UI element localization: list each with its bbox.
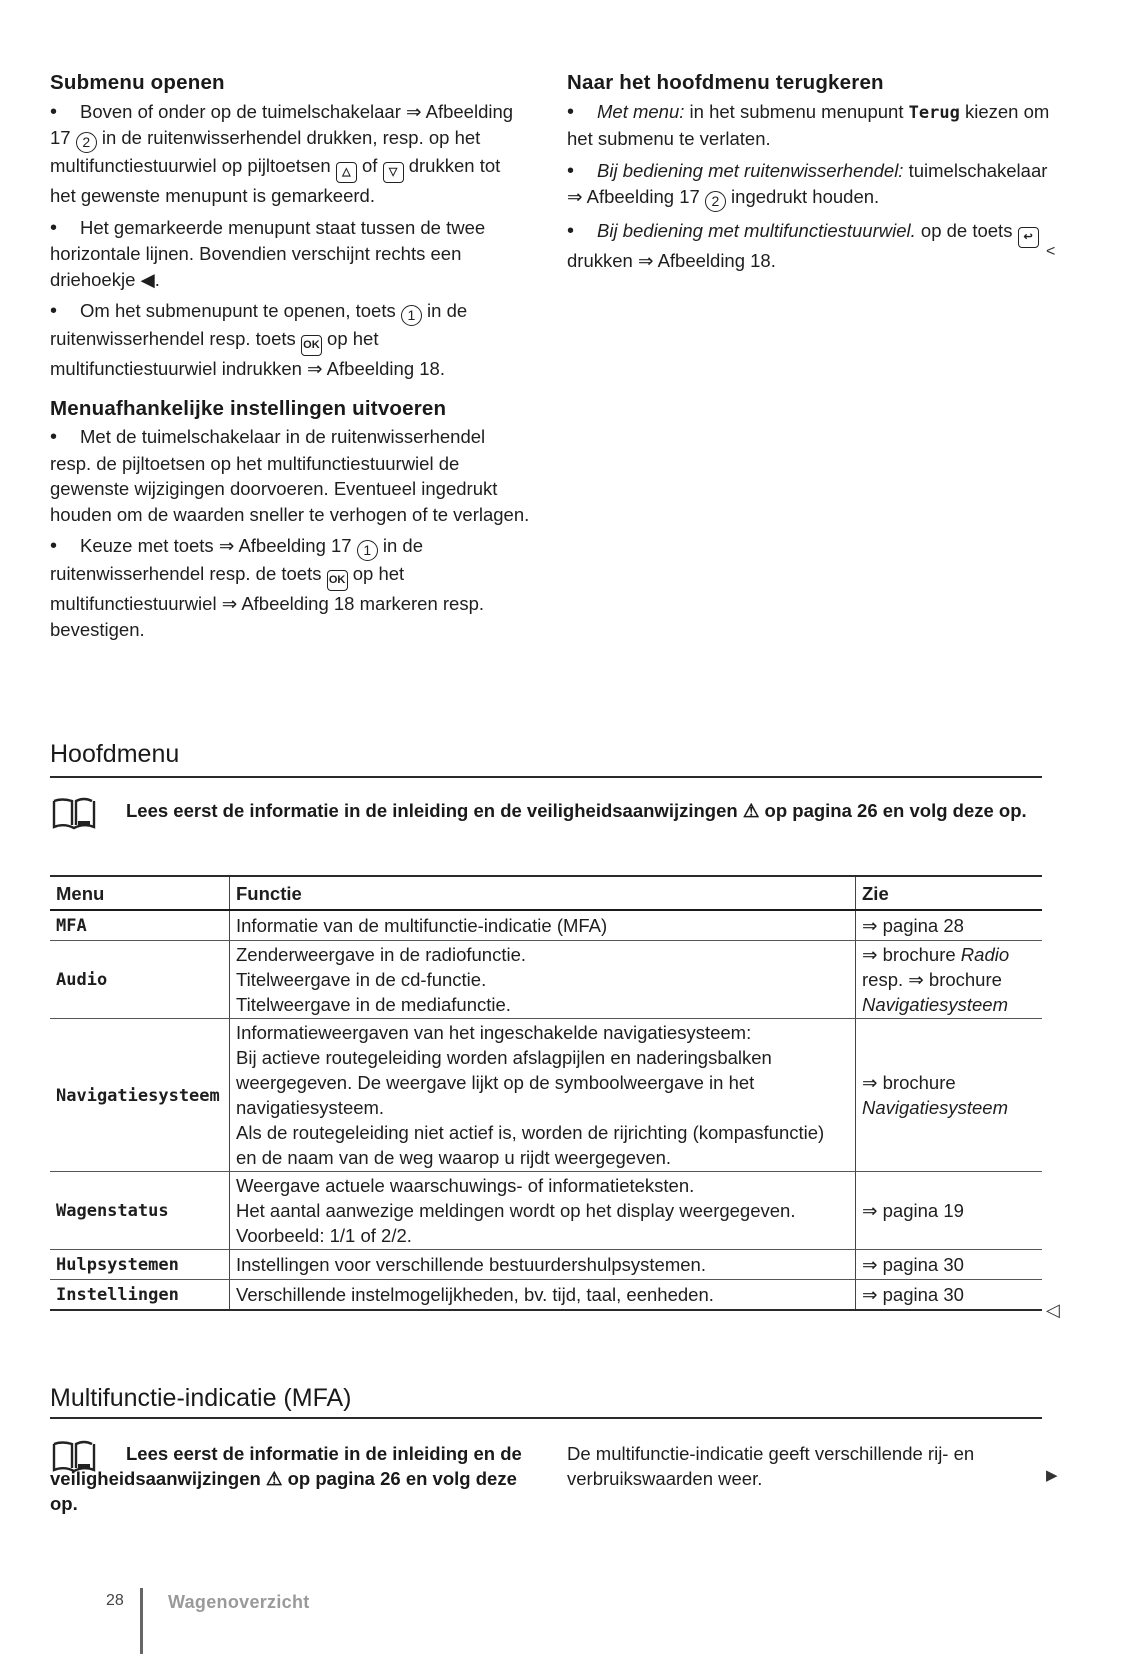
italic-text: Navigatiesysteem [862, 994, 1009, 1015]
function-description: Informatie van de multifunctie-indicatie (MFA) [236, 915, 608, 936]
function-description: Titelweergave in de cd-functie. [236, 969, 487, 990]
function-description: Titelweergave in de mediafunctie. [236, 994, 511, 1015]
subsection-heading: Menuafhankelijke instellingen uitvoeren [50, 396, 447, 420]
function-description: Verschillende instelmogelijkheden, bv. tijd, taal, eenheden. [236, 1284, 714, 1305]
bullet-item [50, 99, 530, 209]
bullet-item [50, 298, 530, 382]
footer-divider [140, 1588, 143, 1654]
section-title-hoofdmenu: Hoofdmenu [50, 740, 180, 768]
circled-number-2-icon: 2 [705, 191, 726, 212]
italic-text: Navigatiesysteem [862, 1097, 1009, 1118]
text-run: op het multifunctiestuurwiel indrukken ⇒ Afbeelding 18. [50, 328, 445, 379]
page-reference [856, 1250, 1043, 1280]
ok-key-icon: OK [327, 570, 348, 591]
bullet-item [567, 218, 1052, 274]
bullet-item [567, 158, 1052, 213]
column-header-menu: Menu [50, 876, 230, 910]
ok-key-icon: OK [301, 335, 322, 356]
menu-name: Hulpsystemen [56, 1255, 179, 1275]
table-row [50, 941, 1042, 1019]
text-run: ⇒ pagina 30 [862, 1284, 964, 1305]
text-run: resp. ⇒ brochure [862, 969, 1002, 990]
text-run: Met de tuimelschakelaar in de ruitenwisserhendel resp. de pijltoetsen op het multifunctiestuurwiel de gewenste wijzigingen doorvoeren. Eventueel ingedrukt houden om de waarden sneller te verhogen of te verlagen. [50, 426, 530, 525]
section-end-mark: < [1046, 243, 1056, 260]
section-title-mfa: Multifunctie-indicatie (MFA) [50, 1384, 352, 1412]
table-row [50, 1250, 1042, 1280]
italic-text: Radio [960, 944, 1010, 965]
menu-name: Wagenstatus [56, 1201, 169, 1221]
chapter-title: Wagenoverzicht [168, 1592, 310, 1612]
text-run: drukken tot het gewenste menupunt is gemarkeerd. [50, 155, 501, 206]
text-run: op het multifunctiestuurwiel ⇒ Afbeelding 18 markeren resp. bevestigen. [50, 563, 485, 640]
bullet-icon [567, 158, 597, 185]
mfa-intro-text: De multifunctie-indicatie geeft verschillende rij- en verbruikswaarden weer. [567, 1443, 975, 1489]
bullet-icon [567, 99, 597, 126]
left-column [50, 70, 530, 648]
bullet-item [567, 99, 1052, 152]
table-row [50, 910, 1042, 941]
table-row [50, 1019, 1042, 1172]
bullet-item [50, 215, 530, 293]
text-run: in het submenu menupunt [684, 100, 909, 122]
right-column [567, 70, 1052, 280]
table-header-row [50, 876, 1042, 910]
main-menu-table [50, 875, 1042, 1311]
book-icon [52, 797, 96, 831]
safety-notice-mfa: Lees eerst de informatie in de inleiding en de veiligheidsaanwijzingen ⚠ op pagina 26 en volg deze op. [50, 1443, 522, 1514]
menu-name: MFA [56, 916, 87, 936]
menu-item-name: Terug [908, 102, 960, 123]
bullet-item [50, 424, 530, 527]
page-reference [856, 910, 1043, 941]
bullet-icon [50, 215, 80, 242]
italic-text: Bij bediening met ruitenwisserhendel: [597, 159, 904, 181]
italic-text: Bij bediening met multifunctiestuurwiel. [597, 220, 916, 241]
circled-number-1-icon: 1 [357, 540, 378, 561]
text-run: in de ruitenwisserhendel resp. toets [50, 300, 468, 349]
text-run: tuimelschakelaar ⇒ Afbeelding 17 [567, 159, 1048, 207]
function-description: Als de routegeleiding niet actief is, worden de rijrichting (kompasfunctie) en de naam van de weg waarop u rijdt weergegeven. [236, 1122, 825, 1168]
bullet-icon [50, 99, 80, 126]
column-header-functie: Functie [230, 876, 856, 910]
table-row [50, 1172, 1042, 1250]
text-run: in de ruitenwisserhendel drukken, resp. op het multifunctiestuurwiel op pijltoetsen [50, 127, 481, 176]
text-run: ingedrukt houden. [725, 186, 880, 207]
italic-text: Met menu: [597, 100, 685, 122]
text-run: ⇒ brochure [862, 944, 961, 965]
bullet-icon [50, 298, 80, 325]
arrow-down-key-icon: ▽ [383, 162, 404, 183]
function-description: Het aantal aanwezige meldingen wordt op het display weergegeven. Voorbeeld: 1/1 of 2/2. [236, 1200, 796, 1246]
bullet-item [50, 533, 530, 642]
page-number: 28 [106, 1592, 124, 1609]
text-run: ⇒ pagina 30 [862, 1254, 964, 1275]
column-header-zie: Zie [856, 876, 1043, 910]
function-description: Weergave actuele waarschuwings- of informatieteksten. [236, 1175, 695, 1196]
menu-name: Audio [56, 970, 108, 990]
text-run: Keuze met toets ⇒ Afbeelding 17 [80, 535, 357, 556]
table-end-mark: ◁ [1046, 1300, 1060, 1320]
text-run: kiezen om het submenu te verlaten. [567, 100, 1050, 149]
text-run: of [356, 155, 383, 176]
text-run: drukken ⇒ Afbeelding 18. [567, 250, 776, 271]
table-row [50, 1280, 1042, 1311]
page-reference [856, 1280, 1043, 1311]
bullet-icon [567, 218, 597, 245]
page-reference [856, 1019, 1043, 1172]
text-run: ⇒ pagina 28 [862, 915, 964, 936]
text-run: op de toets [915, 220, 1018, 241]
text-run: Het gemarkeerde menupunt staat tussen de twee horizontale lijnen. Bovendien verschijnt rechts een driehoekje ◀. [50, 216, 486, 290]
subsection-heading: Submenu openen [50, 71, 225, 94]
text-run: in de ruitenwisserhendel resp. de toets [50, 535, 423, 584]
page-reference [856, 941, 1043, 1019]
menu-name: Instellingen [56, 1285, 179, 1305]
arrow-up-key-icon: △ [336, 162, 357, 183]
page-reference [856, 1172, 1043, 1250]
continue-arrow: ▶ [1046, 1467, 1058, 1484]
bullet-icon [50, 424, 80, 451]
text-run: Boven of onder op de tuimelschakelaar ⇒ Afbeelding 17 [50, 100, 514, 148]
text-run: ⇒ brochure [862, 1072, 956, 1093]
function-description: Zenderweergave in de radiofunctie. [236, 944, 527, 965]
text-run: Om het submenupunt te openen, toets [80, 300, 401, 321]
section-rule [50, 776, 1042, 778]
circled-number-1-icon: 1 [401, 305, 422, 326]
text-run: ⇒ pagina 19 [862, 1200, 964, 1221]
function-description: Informatieweergaven van het ingeschakelde navigatiesysteem: [236, 1022, 752, 1043]
function-description: Bij actieve routegeleiding worden afslagpijlen en naderingsbalken weergegeven. De weergave lijkt op de symboolweergave in het navigatiesysteem. [236, 1047, 772, 1118]
section-rule [50, 1417, 1042, 1419]
circled-number-2-icon: 2 [76, 132, 97, 153]
safety-notice-hoofdmenu: Lees eerst de informatie in de inleiding en de veiligheidsaanwijzingen ⚠ op pagina 26 en volg deze op. [126, 800, 1027, 821]
bullet-icon [50, 533, 80, 560]
subsection-heading: Naar het hoofdmenu terugkeren [567, 71, 884, 94]
back-key-icon: ↩ [1018, 227, 1039, 248]
function-description: Instellingen voor verschillende bestuurdershulpsystemen. [236, 1254, 706, 1275]
menu-name: Navigatiesysteem [56, 1085, 220, 1106]
